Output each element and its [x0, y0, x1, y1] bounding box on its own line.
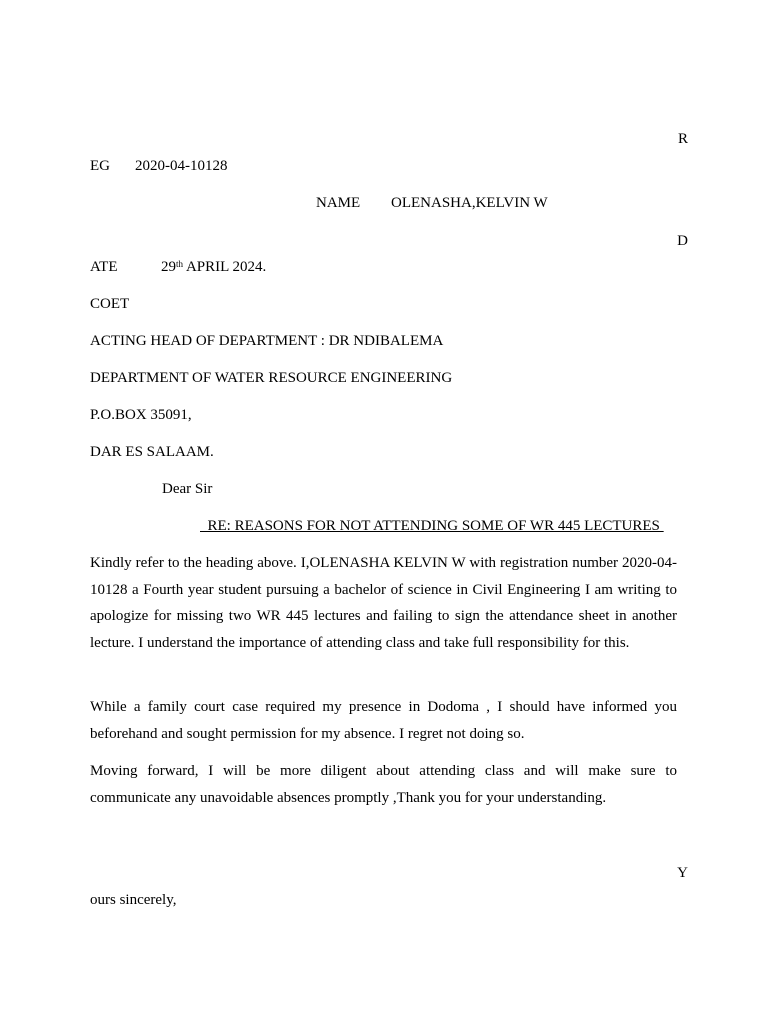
closing-text: ours sincerely,: [90, 892, 177, 908]
reg-label: EG: [90, 158, 110, 174]
reg-split-letter: R: [677, 131, 688, 147]
date-value: [161, 258, 266, 276]
body-paragraph-2: While a family court case required my presence in Dodoma , I should have informed you beforehand and sought permission for my absence. I regret not doing so.: [90, 699, 677, 742]
reg-value: 2020-04-10128: [135, 158, 228, 174]
date-ordinal: th: [176, 259, 184, 269]
date-label: ATE: [90, 259, 118, 275]
address-line-5: DAR ES SALAAM.: [90, 444, 214, 460]
name-label: NAME: [316, 195, 361, 211]
subject-heading: RE: REASONS FOR NOT ATTENDING SOME OF WR 445 LECTURES: [200, 518, 664, 534]
date-split-letter: D: [677, 233, 688, 249]
address-line-1: COET: [90, 296, 130, 312]
date-month-year: APRIL 2024.: [183, 259, 267, 275]
name-value: OLENASHA,KELVIN W: [391, 195, 548, 211]
body-paragraph-3: Moving forward, I will be more diligent about attending class and will make sure to communicate any unavoidable absences promptly ,Thank you for your understanding.: [90, 763, 677, 806]
closing-split-letter: Y: [677, 865, 688, 881]
address-line-2: ACTING HEAD OF DEPARTMENT : DR NDIBALEMA: [90, 333, 444, 349]
address-line-4: P.O.BOX 35091,: [90, 407, 192, 423]
address-line-3: DEPARTMENT OF WATER RESOURCE ENGINEERING: [90, 370, 453, 386]
date-day: 29: [161, 259, 176, 275]
body-paragraph-1: Kindly refer to the heading above. I,OLENASHA KELVIN W with registration number 2020-04-10128 a Fourth year student pursuing a bachelor of science in Civil Engineering I am writing to apologize for missing two WR 445 lectures and failing to sign the attendance sheet in another lecture. I understand the importance of attending class and take full responsibility for this.: [90, 555, 677, 651]
salutation: Dear Sir: [162, 481, 213, 497]
